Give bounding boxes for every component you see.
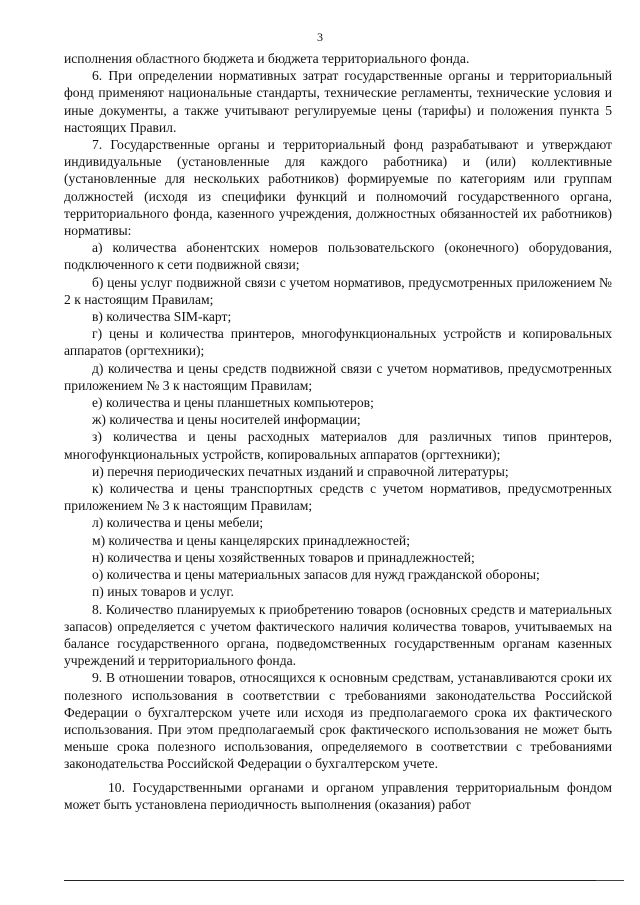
list-item-m: м) количества и цены канцелярских принадлежностей; xyxy=(92,532,410,548)
bottom-rule xyxy=(64,880,612,881)
list-item-p: п) иных товаров и услуг. xyxy=(92,584,234,600)
list-item-b: б) цены услуг подвижной связи с учетом нормативов, предусмотренных приложением № 2 к настоящим Правилам; xyxy=(64,274,612,307)
list-item-z: з) количества и цены расходных материалов для различных типов принтеров, многофункциональных устройств, копировальных аппаратов (оргтехники); xyxy=(64,429,612,462)
list-item-l: л) количества и цены мебели; xyxy=(92,515,264,531)
paragraph-6: 6. При определении нормативных затрат государственные органы и территориальный фонд применяют национальные стандарты, технические регламенты, технические условия и иные документы, а также учитывают регулируемые цены (тарифы) и положения пункта 5 настоящих Правил. xyxy=(64,68,612,135)
paragraph-10: 10. Государственными органами и органом управления территориальным фондом может быть установлена периодичность выполнения (оказания) работ xyxy=(64,779,612,812)
list-item-e: е) количества и цены планшетных компьютеров; xyxy=(92,395,374,411)
list-item-o: о) количества и цены материальных запасов для нужд гражданской обороны; xyxy=(92,567,540,583)
list-item-zh: ж) количества и цены носителей информации; xyxy=(92,412,361,428)
paragraph-8: 8. Количество планируемых к приобретению товаров (основных средств и материальных запасов) определяется с учетом фактического наличия количества товаров, учитываемых на балансе государственного органа, подведомственных государственным органам казенных учреждений и территориального фонда. xyxy=(64,601,612,669)
list-item-g: г) цены и количества принтеров, многофункциональных устройств и копировальных аппаратов (оргтехники); xyxy=(64,326,612,359)
list-item-d: д) количества и цены средств подвижной связи с учетом нормативов, предусмотренных приложением № 3 к настоящим Правилам; xyxy=(64,360,612,393)
page-number: 3 xyxy=(317,30,323,44)
list-item-i: и) перечня периодических печатных изданий и справочной литературы; xyxy=(92,463,509,479)
paragraph-7: 7. Государственные органы и территориальный фонд разрабатывают и утверждают индивидуальные (установленные для каждого работника) и (или) коллективные (установленные для нескольких работников) формируемые по категориям или группам должностей (исходя из специфики функций и полномочий государственного органа, территориального фонда, казенного учреждения, должностных обязанностей их работников) нормативы: xyxy=(64,137,612,239)
list-item-n: н) количества и цены хозяйственных товаров и принадлежностей; xyxy=(92,549,475,565)
document-body xyxy=(64,50,612,813)
list-item-k: к) количества и цены транспортных средств с учетом нормативов, предусмотренных приложением № 3 к настоящим Правилам; xyxy=(64,481,612,514)
paragraph-continuation: исполнения областного бюджета и бюджета территориального фонда. xyxy=(64,51,470,66)
list-item-a: а) количества абонентских номеров пользовательского (оконечного) оборудования, подключенного к сети подвижной связи; xyxy=(64,240,612,273)
paragraph-9: 9. В отношении товаров, относящихся к основным средствам, устанавливаются сроки их полезного использования в соответствии с требованиями законодательства Российской Федерации о бухгалтерском учете или исходя из предполагаемого срока их фактического использования. При этом предполагаемый срок фактического использования не может быть меньше срока полезного использования, определяемого в соответствии с требованиями законодательства Российской Федерации о бухгалтерском учете. xyxy=(64,670,612,772)
list-item-v: в) количества SIM-карт; xyxy=(92,309,232,325)
corner-rule xyxy=(596,880,624,881)
